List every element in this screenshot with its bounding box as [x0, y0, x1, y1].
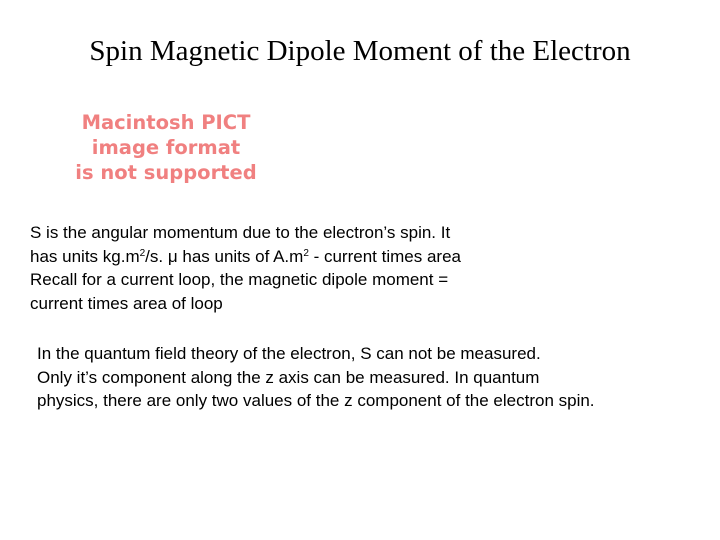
- quantum-field-paragraph: [37, 342, 595, 413]
- angular-momentum-paragraph: [30, 221, 461, 315]
- paragraph-line: S is the angular momentum due to the electron’s spin. It: [30, 223, 451, 242]
- paragraph-line: current times area of loop: [30, 293, 223, 313]
- units-text: has units kg.m: [30, 246, 140, 266]
- placeholder-line: is not supported: [75, 161, 257, 184]
- exponent: 2: [303, 247, 309, 259]
- placeholder-line: image format: [91, 136, 241, 159]
- paragraph-line: physics, there are only two values of the z component of the electron spin.: [37, 391, 595, 410]
- units-text: /s. μ has units of A.m: [145, 246, 304, 266]
- unsupported-image-placeholder: [58, 110, 274, 185]
- units-line: [30, 245, 461, 269]
- units-text: - current times area: [308, 246, 461, 266]
- exponent: 2: [139, 247, 146, 259]
- paragraph-line: Only it’s component along the z axis can be measured. In quantum: [37, 367, 540, 387]
- slide-title: Spin Magnetic Dipole Moment of the Electron: [89, 35, 631, 67]
- paragraph-line: Recall for a current loop, the magnetic dipole moment =: [30, 270, 449, 289]
- placeholder-line: Macintosh PICT: [81, 111, 251, 134]
- paragraph-line: In the quantum field theory of the electron, S can not be measured.: [37, 344, 541, 363]
